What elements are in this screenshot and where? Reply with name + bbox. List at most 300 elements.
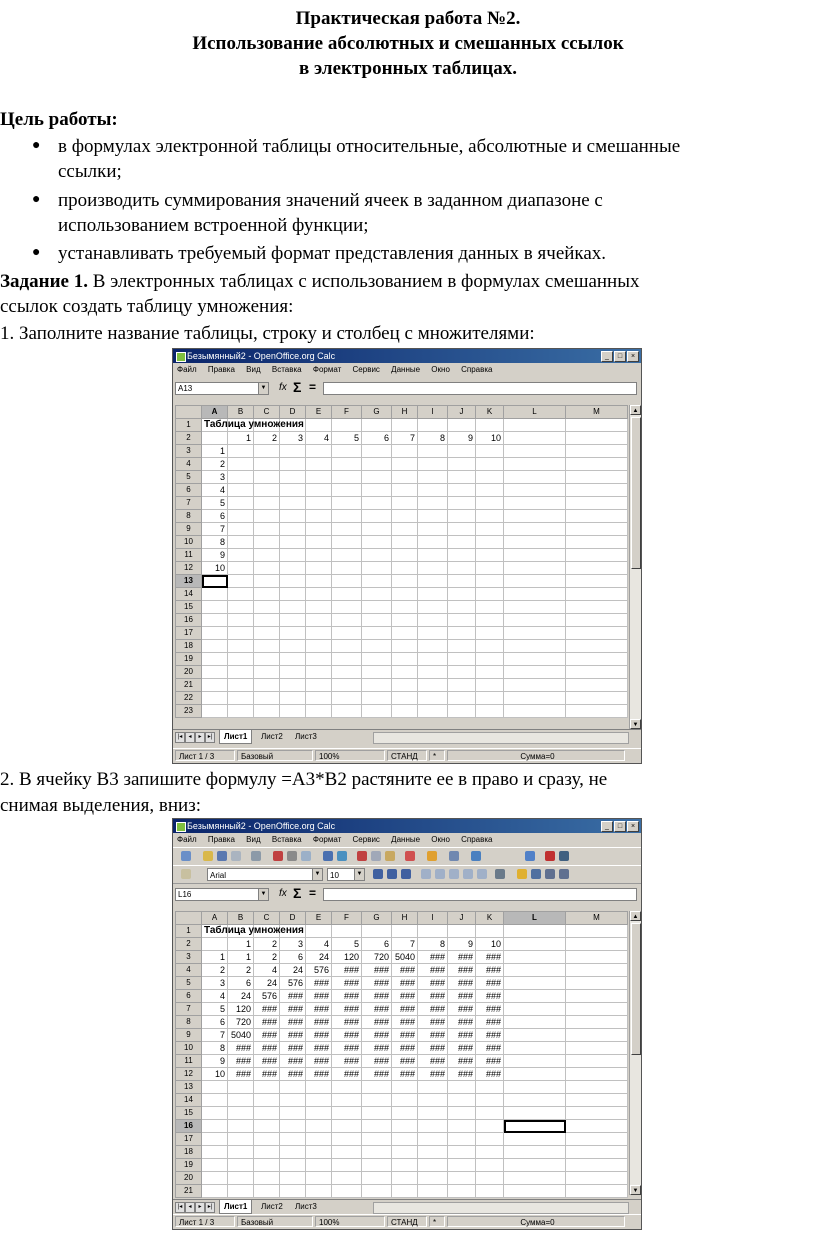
column-header[interactable]: B <box>228 406 254 419</box>
cell[interactable]: ### <box>306 990 332 1003</box>
cell[interactable] <box>202 601 228 614</box>
cell[interactable] <box>362 705 392 718</box>
cell[interactable] <box>202 679 228 692</box>
cell[interactable]: ### <box>228 1068 254 1081</box>
cell[interactable] <box>280 588 306 601</box>
cell[interactable] <box>280 523 306 536</box>
cell[interactable] <box>228 458 254 471</box>
cell[interactable] <box>228 562 254 575</box>
menu-view[interactable]: Вид <box>246 835 261 844</box>
cell[interactable]: ### <box>448 977 476 990</box>
cell[interactable] <box>254 666 280 679</box>
cell[interactable]: 10 <box>476 938 504 951</box>
prev-sheet-icon[interactable]: ◂ <box>185 1202 195 1213</box>
row-header[interactable]: 23 <box>176 705 202 718</box>
cell[interactable] <box>228 588 254 601</box>
cell[interactable] <box>202 653 228 666</box>
last-sheet-icon[interactable]: ▸| <box>205 732 215 743</box>
select-all-corner[interactable] <box>176 406 202 419</box>
cell[interactable] <box>448 653 476 666</box>
cell[interactable] <box>332 1146 362 1159</box>
equals-icon[interactable]: = <box>309 380 317 394</box>
cell[interactable] <box>254 1081 280 1094</box>
menu-view[interactable]: Вид <box>246 365 261 374</box>
cell[interactable] <box>476 1159 504 1172</box>
cell[interactable] <box>254 614 280 627</box>
cell[interactable] <box>566 925 628 938</box>
cell[interactable] <box>448 1185 476 1198</box>
merge-cells-icon[interactable] <box>477 869 487 879</box>
cell[interactable] <box>228 575 254 588</box>
cell[interactable] <box>332 627 362 640</box>
cell[interactable]: 4 <box>202 990 228 1003</box>
cell[interactable] <box>392 1133 418 1146</box>
cell[interactable] <box>418 1133 448 1146</box>
cell[interactable] <box>504 692 566 705</box>
cell[interactable]: ### <box>448 1016 476 1029</box>
cell[interactable] <box>418 536 448 549</box>
cell[interactable] <box>504 588 566 601</box>
cell[interactable] <box>504 1029 566 1042</box>
cell[interactable] <box>254 640 280 653</box>
cell[interactable] <box>566 471 628 484</box>
cell[interactable]: 1 <box>202 951 228 964</box>
cell[interactable] <box>418 614 448 627</box>
cell[interactable]: ### <box>392 964 418 977</box>
cell[interactable] <box>362 419 392 432</box>
row-header[interactable]: 5 <box>176 471 202 484</box>
cell[interactable] <box>280 536 306 549</box>
cell[interactable] <box>332 484 362 497</box>
cell[interactable]: 9 <box>202 549 228 562</box>
cell[interactable] <box>448 536 476 549</box>
cell[interactable] <box>362 925 392 938</box>
cell[interactable]: 576 <box>306 964 332 977</box>
cell[interactable] <box>332 510 362 523</box>
cell[interactable] <box>448 471 476 484</box>
cell[interactable] <box>332 523 362 536</box>
cell[interactable] <box>332 1133 362 1146</box>
cell[interactable]: ### <box>254 1055 280 1068</box>
cell[interactable] <box>504 653 566 666</box>
column-header[interactable]: D <box>280 406 306 419</box>
active-cell[interactable] <box>202 575 228 588</box>
cell[interactable] <box>362 536 392 549</box>
cell[interactable] <box>228 666 254 679</box>
cell[interactable] <box>332 640 362 653</box>
cell[interactable]: ### <box>280 1003 306 1016</box>
cell[interactable]: ### <box>280 1055 306 1068</box>
column-header[interactable]: A <box>202 912 228 925</box>
cell[interactable]: 10 <box>476 432 504 445</box>
cell[interactable] <box>418 458 448 471</box>
row-header[interactable]: 14 <box>176 1094 202 1107</box>
scroll-up-icon[interactable]: ▲ <box>630 911 641 921</box>
row-header[interactable]: 14 <box>176 588 202 601</box>
cell[interactable] <box>392 627 418 640</box>
cell[interactable] <box>362 445 392 458</box>
cell[interactable] <box>418 679 448 692</box>
cell[interactable] <box>448 666 476 679</box>
cell[interactable] <box>306 925 332 938</box>
cell[interactable] <box>332 562 362 575</box>
column-header[interactable]: M <box>566 406 628 419</box>
active-cell[interactable] <box>504 1120 566 1133</box>
cell[interactable] <box>566 1068 628 1081</box>
cell[interactable] <box>254 679 280 692</box>
cell[interactable] <box>476 1107 504 1120</box>
cut-icon[interactable] <box>357 851 367 861</box>
cell[interactable] <box>448 588 476 601</box>
cell[interactable] <box>566 549 628 562</box>
column-header[interactable]: B <box>228 912 254 925</box>
cell[interactable] <box>306 575 332 588</box>
cell[interactable]: 6 <box>228 977 254 990</box>
cell[interactable] <box>362 627 392 640</box>
tab-sheet3[interactable]: Лист3 <box>295 1202 317 1211</box>
cell[interactable] <box>418 1172 448 1185</box>
cell[interactable] <box>280 640 306 653</box>
status-zoom[interactable]: 100% <box>315 1216 385 1227</box>
cell[interactable]: ### <box>448 1055 476 1068</box>
tab-sheet1[interactable]: Лист1 <box>219 730 252 744</box>
cell[interactable] <box>228 1185 254 1198</box>
column-header[interactable]: G <box>362 406 392 419</box>
cell[interactable] <box>332 588 362 601</box>
cell[interactable] <box>228 445 254 458</box>
cell[interactable] <box>392 692 418 705</box>
cell[interactable]: ### <box>448 1068 476 1081</box>
cell[interactable] <box>566 562 628 575</box>
cell[interactable]: 5 <box>332 938 362 951</box>
row-header[interactable]: 9 <box>176 523 202 536</box>
sum-icon[interactable]: Σ <box>293 885 302 901</box>
cell[interactable] <box>504 510 566 523</box>
cell[interactable] <box>254 575 280 588</box>
row-header[interactable]: 4 <box>176 964 202 977</box>
cell[interactable] <box>362 458 392 471</box>
cell[interactable]: 7 <box>202 523 228 536</box>
horizontal-scrollbar[interactable] <box>373 1202 629 1214</box>
row-header[interactable]: 3 <box>176 951 202 964</box>
cell[interactable] <box>280 510 306 523</box>
cell[interactable]: 1 <box>228 432 254 445</box>
cell[interactable]: ### <box>332 1016 362 1029</box>
row-header[interactable]: 13 <box>176 575 202 588</box>
cell[interactable] <box>392 666 418 679</box>
cell[interactable] <box>566 692 628 705</box>
cell[interactable]: 10 <box>202 1068 228 1081</box>
cell[interactable] <box>202 666 228 679</box>
cell[interactable] <box>254 536 280 549</box>
row-header[interactable]: 16 <box>176 614 202 627</box>
cell[interactable]: 5 <box>332 432 362 445</box>
cell[interactable] <box>504 964 566 977</box>
close-button[interactable]: × <box>627 821 639 832</box>
cell[interactable] <box>228 1159 254 1172</box>
cell[interactable]: ### <box>332 990 362 1003</box>
cell[interactable]: ### <box>476 964 504 977</box>
cell[interactable] <box>504 627 566 640</box>
cell[interactable] <box>332 705 362 718</box>
status-mode[interactable]: СТАНД <box>387 750 427 761</box>
cell[interactable]: 6 <box>202 510 228 523</box>
cell[interactable]: 3 <box>280 938 306 951</box>
cell[interactable] <box>566 1159 628 1172</box>
cell[interactable] <box>254 1172 280 1185</box>
cell[interactable] <box>476 925 504 938</box>
chevron-down-icon[interactable]: ▼ <box>312 869 322 880</box>
vertical-scrollbar[interactable] <box>629 405 641 729</box>
cell[interactable]: ### <box>362 1055 392 1068</box>
justify-icon[interactable] <box>463 869 473 879</box>
cell[interactable]: ### <box>392 977 418 990</box>
chart-icon[interactable] <box>525 851 535 861</box>
cell[interactable]: ### <box>392 1042 418 1055</box>
cell[interactable] <box>254 653 280 666</box>
bold-icon[interactable] <box>373 869 383 879</box>
cell[interactable] <box>228 523 254 536</box>
cell[interactable] <box>306 1081 332 1094</box>
cell[interactable] <box>362 614 392 627</box>
cell[interactable] <box>392 523 418 536</box>
name-box[interactable] <box>175 382 269 395</box>
cell[interactable] <box>504 951 566 964</box>
cell[interactable] <box>228 510 254 523</box>
cell[interactable]: ### <box>306 1029 332 1042</box>
cell[interactable] <box>228 627 254 640</box>
cell[interactable] <box>202 938 228 951</box>
cell[interactable] <box>254 1094 280 1107</box>
cell[interactable] <box>362 1081 392 1094</box>
cell[interactable] <box>202 1107 228 1120</box>
redo-icon[interactable] <box>449 851 459 861</box>
cell[interactable] <box>332 925 362 938</box>
cell[interactable] <box>202 432 228 445</box>
cell[interactable]: ### <box>306 1042 332 1055</box>
cell[interactable]: 8 <box>418 938 448 951</box>
cell[interactable]: 3 <box>202 977 228 990</box>
menu-insert[interactable]: Вставка <box>271 835 302 844</box>
row-header[interactable]: 12 <box>176 562 202 575</box>
cell[interactable]: 576 <box>254 990 280 1003</box>
navigator-icon[interactable] <box>559 851 569 861</box>
cell[interactable]: ### <box>306 977 332 990</box>
status-zoom[interactable]: 100% <box>315 750 385 761</box>
cell[interactable]: 2 <box>254 951 280 964</box>
cell[interactable] <box>476 445 504 458</box>
cell[interactable] <box>566 445 628 458</box>
cell[interactable] <box>448 640 476 653</box>
cell[interactable] <box>306 1107 332 1120</box>
cell[interactable]: 120 <box>332 951 362 964</box>
menu-window[interactable]: Окно <box>431 365 450 374</box>
underline-icon[interactable] <box>401 869 411 879</box>
cell[interactable] <box>254 458 280 471</box>
cell[interactable] <box>476 1146 504 1159</box>
cell[interactable]: ### <box>362 977 392 990</box>
cell[interactable] <box>504 1003 566 1016</box>
select-all-corner[interactable] <box>176 912 202 925</box>
cell[interactable]: 6 <box>202 1016 228 1029</box>
menu-help[interactable]: Справка <box>461 835 493 844</box>
cell[interactable] <box>566 1003 628 1016</box>
menu-edit[interactable]: Правка <box>207 835 235 844</box>
column-header[interactable]: F <box>332 406 362 419</box>
row-header[interactable]: 22 <box>176 692 202 705</box>
cell[interactable]: ### <box>362 1029 392 1042</box>
cell[interactable]: ### <box>332 1055 362 1068</box>
row-header[interactable]: 6 <box>176 990 202 1003</box>
cell[interactable] <box>418 705 448 718</box>
cell[interactable] <box>566 679 628 692</box>
cell[interactable] <box>476 1094 504 1107</box>
cell[interactable] <box>280 627 306 640</box>
cell[interactable] <box>448 1172 476 1185</box>
cell[interactable]: ### <box>332 1042 362 1055</box>
menu-data[interactable]: Данные <box>391 365 421 374</box>
cell[interactable] <box>280 562 306 575</box>
cell[interactable] <box>332 1081 362 1094</box>
cell[interactable] <box>254 523 280 536</box>
tab-sheet3[interactable]: Лист3 <box>295 732 317 741</box>
cell[interactable] <box>504 1055 566 1068</box>
cell[interactable] <box>332 653 362 666</box>
cell[interactable] <box>280 575 306 588</box>
scroll-down-icon[interactable]: ▼ <box>630 719 641 729</box>
cell[interactable] <box>202 1081 228 1094</box>
cell[interactable] <box>280 601 306 614</box>
cell[interactable] <box>566 601 628 614</box>
row-header[interactable]: 15 <box>176 601 202 614</box>
cell[interactable] <box>362 1172 392 1185</box>
menu-tools[interactable]: Сервис <box>352 365 380 374</box>
sum-icon[interactable]: Σ <box>293 379 302 395</box>
cell[interactable] <box>504 484 566 497</box>
cell[interactable] <box>280 445 306 458</box>
cell[interactable] <box>566 1133 628 1146</box>
cell[interactable] <box>362 653 392 666</box>
first-sheet-icon[interactable]: |◂ <box>175 732 185 743</box>
cell[interactable] <box>448 497 476 510</box>
scroll-thumb[interactable] <box>631 417 641 569</box>
cell[interactable]: 2 <box>254 938 280 951</box>
next-sheet-icon[interactable]: ▸ <box>195 1202 205 1213</box>
cell[interactable] <box>392 601 418 614</box>
cell[interactable] <box>306 653 332 666</box>
row-header[interactable]: 10 <box>176 536 202 549</box>
cell[interactable]: ### <box>392 1068 418 1081</box>
cell[interactable] <box>566 1055 628 1068</box>
cell[interactable] <box>306 523 332 536</box>
row-header[interactable]: 5 <box>176 977 202 990</box>
cell[interactable] <box>280 497 306 510</box>
cell[interactable] <box>448 614 476 627</box>
cell[interactable] <box>280 705 306 718</box>
cell[interactable] <box>362 666 392 679</box>
cell[interactable]: ### <box>476 977 504 990</box>
cell[interactable] <box>254 510 280 523</box>
column-header[interactable]: G <box>362 912 392 925</box>
column-header[interactable]: D <box>280 912 306 925</box>
cell[interactable] <box>476 653 504 666</box>
cell[interactable] <box>306 614 332 627</box>
cell[interactable] <box>504 666 566 679</box>
cell[interactable]: ### <box>476 1029 504 1042</box>
cell[interactable]: 9 <box>202 1055 228 1068</box>
cell[interactable] <box>418 523 448 536</box>
currency-icon[interactable] <box>517 869 527 879</box>
cell[interactable] <box>228 640 254 653</box>
cell[interactable] <box>306 1094 332 1107</box>
row-header[interactable]: 4 <box>176 458 202 471</box>
cell[interactable] <box>392 925 418 938</box>
cell[interactable] <box>504 1081 566 1094</box>
cell[interactable]: ### <box>392 1029 418 1042</box>
row-header[interactable]: 18 <box>176 640 202 653</box>
cell[interactable] <box>254 1107 280 1120</box>
cell[interactable] <box>566 575 628 588</box>
column-header[interactable]: L <box>504 912 566 925</box>
tab-sheet2[interactable]: Лист2 <box>261 1202 283 1211</box>
cell[interactable]: ### <box>418 1042 448 1055</box>
cell[interactable] <box>362 471 392 484</box>
cell[interactable] <box>362 523 392 536</box>
cell[interactable] <box>566 523 628 536</box>
cell[interactable] <box>332 666 362 679</box>
cell[interactable] <box>280 1120 306 1133</box>
cell[interactable] <box>306 601 332 614</box>
cell[interactable]: ### <box>392 990 418 1003</box>
cell[interactable] <box>392 640 418 653</box>
cell[interactable] <box>418 1159 448 1172</box>
cell[interactable] <box>254 562 280 575</box>
cell[interactable] <box>566 536 628 549</box>
cell[interactable] <box>202 1159 228 1172</box>
row-header[interactable]: 3 <box>176 445 202 458</box>
cell[interactable] <box>362 575 392 588</box>
row-header[interactable]: 15 <box>176 1107 202 1120</box>
cell[interactable] <box>476 588 504 601</box>
cell[interactable] <box>418 510 448 523</box>
cell[interactable] <box>392 653 418 666</box>
column-header[interactable]: E <box>306 912 332 925</box>
cell[interactable] <box>504 432 566 445</box>
cell[interactable] <box>254 1120 280 1133</box>
cell[interactable]: ### <box>418 1055 448 1068</box>
cell[interactable] <box>306 445 332 458</box>
cell[interactable] <box>566 497 628 510</box>
row-header[interactable]: 21 <box>176 1185 202 1198</box>
cell[interactable] <box>228 1094 254 1107</box>
cell[interactable] <box>504 1159 566 1172</box>
cell[interactable] <box>476 497 504 510</box>
column-header[interactable]: L <box>504 406 566 419</box>
cell[interactable]: 8 <box>202 536 228 549</box>
cell[interactable]: 9 <box>448 938 476 951</box>
hyperlink-icon[interactable] <box>471 851 481 861</box>
cell[interactable] <box>202 640 228 653</box>
cell[interactable] <box>332 549 362 562</box>
cell[interactable] <box>504 1042 566 1055</box>
cell[interactable] <box>332 575 362 588</box>
cell[interactable] <box>418 575 448 588</box>
cell[interactable] <box>332 1107 362 1120</box>
cell[interactable] <box>504 562 566 575</box>
align-center-icon[interactable] <box>435 869 445 879</box>
cell[interactable] <box>418 471 448 484</box>
cell[interactable] <box>254 549 280 562</box>
